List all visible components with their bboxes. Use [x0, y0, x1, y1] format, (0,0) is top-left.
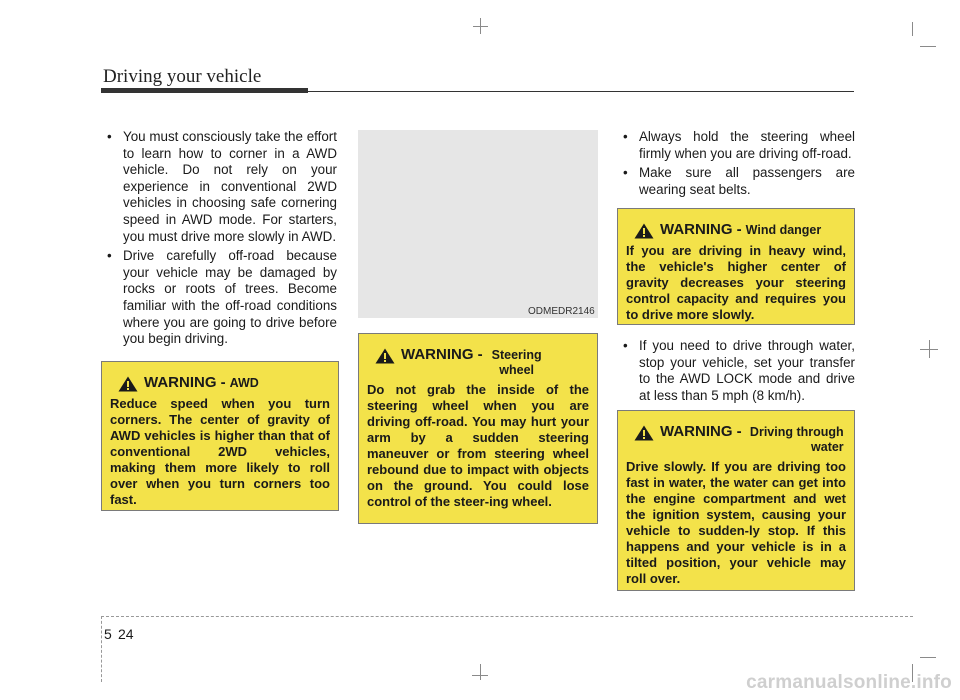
warning-label: WARNING -: [401, 346, 483, 363]
header-rule-thin: [308, 91, 854, 92]
photo-placeholder: [358, 130, 598, 318]
list-item: • Make sure all passengers are wearing seat belts.: [617, 165, 855, 198]
warning-triangle-icon: [118, 376, 138, 392]
crop-mark: [912, 22, 913, 36]
crop-mark: [472, 675, 488, 676]
warning-subtitle: Wind danger: [745, 223, 822, 237]
right-column-mid: [617, 338, 855, 407]
warning-text: If you are driving in heavy wind, the vehicle's higher center of gravity decreases your steering control capacity and requires you to drive more slowly.: [626, 243, 846, 322]
footer-rule: [101, 616, 913, 617]
crop-mark: [920, 46, 936, 47]
crop-mark: [480, 664, 481, 680]
crop-mark: [473, 26, 488, 27]
list-item: • You must consciously take the effort to learn how to corner in a AWD vehicle. Do not rely on your experience in conventional 2WD vehicles in choosing safe cornering speed in AWD mode. For starters, you must drive more slowly in AWD.: [101, 129, 337, 245]
warning-triangle-icon: [634, 425, 654, 441]
warning-box-awd: [101, 361, 339, 511]
warning-triangle-icon: [634, 223, 654, 239]
warning-label: WARNING -: [660, 423, 742, 440]
warning-label: WARNING -: [660, 221, 742, 238]
warning-text: Do not grab the inside of the steering wheel when you are driving off-road. You may hurt your arm by a sudden steering maneuver or from steering wheel rebound due to impact with objects on the ground. You could lose control of the steer-ing wheel.: [367, 382, 589, 509]
warning-subtitle: Driving through water: [749, 425, 844, 454]
crop-mark: [920, 349, 938, 350]
right-bullet-list-mid: [617, 338, 855, 404]
warning-subtitle: AWD: [229, 376, 259, 390]
page-title: Driving your vehicle: [103, 66, 262, 87]
right-bullet-list-top: [617, 129, 855, 198]
warning-box-water: [617, 410, 855, 591]
warning-triangle-icon: [375, 348, 395, 364]
list-item: • Always hold the steering wheel firmly when you are driving off-road.: [617, 129, 855, 162]
list-item: • Drive carefully off-road because your vehicle may be damaged by rocks or roots of trees. Become familiar with the off-road conditions where you are going to drive before you begin driving.: [101, 248, 337, 348]
footer-rule-vertical: [101, 616, 102, 682]
right-column-top: [617, 129, 855, 201]
warning-text: Drive slowly. If you are driving too fast in water, the water can get into the engine compartment and wet the ignition system, causing your vehicle to sudden-ly stop. If this happens and your vehicle is in a tilted position, your vehicle may roll over.: [626, 459, 846, 586]
left-bullet-list: [101, 129, 337, 348]
left-column: [101, 129, 337, 351]
photo-code: ODMEDR2146: [528, 306, 595, 317]
section-number: 5: [104, 626, 112, 642]
warning-box-wind: [617, 208, 855, 325]
warning-label: WARNING -: [144, 374, 226, 391]
warning-text: Reduce speed when you turn corners. The center of gravity of AWD vehicles is higher than that of conventional 2WD vehicles, making them more likely to roll over when you turn corners too fast.: [110, 396, 330, 507]
header-rule-thick: [101, 88, 308, 93]
page-number: 24: [118, 626, 134, 642]
warning-box-steering: [358, 333, 598, 524]
warning-subtitle: Steering wheel: [491, 348, 542, 377]
watermark: carmanualsonline.info: [746, 672, 952, 693]
crop-mark: [920, 657, 936, 658]
list-item: • If you need to drive through water, stop your vehicle, set your transfer to the AWD LOCK mode and drive at less than 5 mph (8 km/h).: [617, 338, 855, 404]
